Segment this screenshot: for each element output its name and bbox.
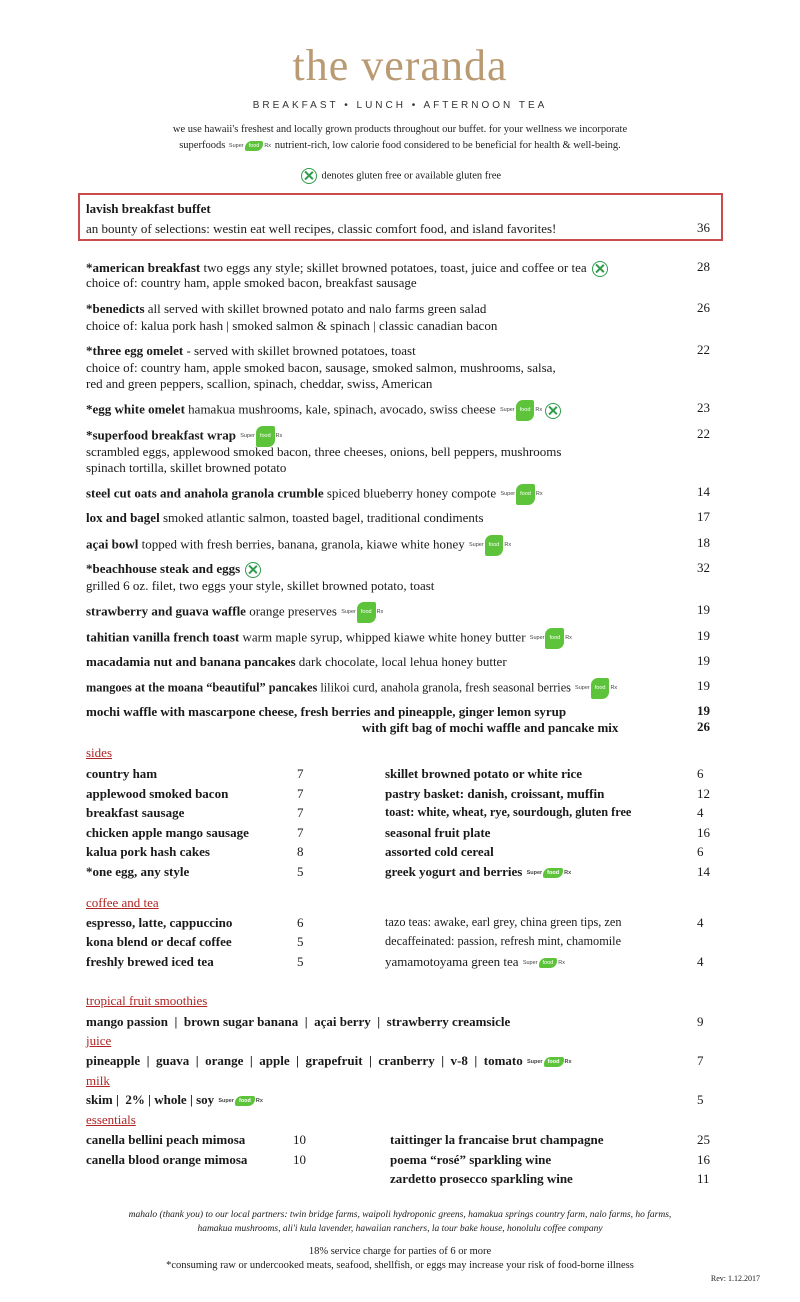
essential-item: canella bellini peach mimosa [86, 1132, 246, 1147]
side-price: 12 [697, 786, 710, 801]
revision-label: Rev: 1.12.2017 [710, 1274, 760, 1283]
menu-item-price: 26 [697, 300, 710, 315]
section-heading-coffee: coffee and tea [86, 895, 159, 910]
gluten-free-icon [545, 403, 561, 419]
menu-item-line: choice of: country ham, apple smoked bacon, breakfast sausage [86, 275, 417, 290]
coffee-item: freshly brewed iced tea [86, 954, 214, 969]
menu-item-price: 17 [697, 509, 710, 524]
menu-item: tahitian vanilla french toast warm maple syrup, whipped kiawe white honey butter Super food Rx [86, 628, 718, 649]
menu-item-price: 23 [697, 400, 710, 415]
essential-price: 10 [293, 1152, 306, 1167]
superfood-badge-icon: Super food Rx [500, 484, 542, 505]
buffet-price: 36 [697, 220, 710, 235]
superfood-badge-icon: Super food Rx [522, 960, 565, 967]
menu-item-line: spinach tortilla, skillet browned potato [86, 460, 287, 475]
superfood-badge-icon: Super food Rx [228, 142, 272, 149]
side-item: kalua pork hash cakes [86, 844, 210, 859]
essential-price: 25 [697, 1132, 710, 1147]
essential-item: poema “rosé” sparkling wine [390, 1152, 552, 1167]
menu-item-price: 19 [697, 703, 710, 718]
superfood-badge-icon: Super food Rx [530, 628, 572, 649]
juice-list: pineapple | guava | orange | apple | grapefruit | cranberry | v-8 | tomato Super food Rx [86, 1053, 572, 1068]
side-price: 7 [297, 825, 304, 840]
essential-price: 16 [697, 1152, 710, 1167]
partners-note: mahalo (thank you) to our local partners: twin bridge farms, waipoli hydroponic greens, hamakua springs country farm, nalo farms, ho farms, hamakua mushrooms, ali'i kula lavender, hawaiian ranchers, la tour bake house, honolulu coffee company [128, 1210, 672, 1234]
side-item: chicken apple mango sausage [86, 825, 249, 840]
coffee-price: 6 [297, 915, 304, 930]
side-price: 8 [297, 844, 304, 859]
coffee-item: kona blend or decaf coffee [86, 934, 232, 949]
tea-price: 4 [697, 915, 704, 930]
food-safety-warning: *consuming raw or undercooked meats, seafood, shellfish, or eggs may increase your risk of food-borne illness [166, 1260, 634, 1271]
side-item: greek yogurt and berries Super food Rx [385, 864, 572, 879]
menu-item: mochi waffle with mascarpone cheese, fresh berries and pineapple, ginger lemon syrup [86, 704, 567, 719]
side-item: *one egg, any style [86, 864, 190, 879]
side-item: assorted cold cereal [385, 844, 494, 859]
coffee-price: 5 [297, 934, 304, 949]
smoothie-list: mango passion | brown sugar banana | açai berry | strawberry creamsicle [86, 1014, 511, 1029]
superfood-badge-icon: Super food Rx [526, 1059, 572, 1066]
essential-item: canella blood orange mimosa [86, 1152, 248, 1167]
menu-item-price: 19 [697, 678, 710, 693]
superfood-badge-icon: Super food Rx [469, 535, 511, 556]
menu-item-price: 14 [697, 484, 710, 499]
menu-item: *superfood breakfast wrap Super food Rx [86, 426, 718, 447]
tea-item: yamamotoyama green tea Super food Rx [385, 954, 565, 969]
milk-price: 5 [697, 1092, 704, 1107]
side-item: pastry basket: danish, croissant, muffin [385, 786, 605, 801]
superfood-badge-icon: Super food Rx [341, 602, 383, 623]
buffet-name: lavish breakfast buffet [86, 201, 211, 216]
side-price: 7 [297, 766, 304, 781]
gluten-free-icon [245, 562, 261, 578]
menu-item: *egg white omelet hamakua mushrooms, kale, spinach, avocado, swiss cheese Super food Rx [86, 400, 718, 421]
superfood-badge-icon: Super food Rx [575, 678, 617, 699]
buffet-desc: an bounty of selections: westin eat well recipes, classic comfort food, and island favorites! [86, 221, 557, 236]
superfood-badge-icon: Super food Rx [218, 1098, 263, 1105]
side-price: 16 [697, 825, 710, 840]
section-heading-sides: sides [86, 745, 112, 760]
menu-item: lox and bagel smoked atlantic salmon, toasted bagel, traditional condiments [86, 510, 484, 525]
side-item: applewood smoked bacon [86, 786, 229, 801]
menu-subtitle: BREAKFAST • LUNCH • AFTERNOON TEA [252, 100, 548, 111]
tea-price: 4 [697, 954, 704, 969]
side-item: skillet browned potato or white rice [385, 766, 583, 781]
milk-list: skim | 2% | whole | soy Super food Rx [86, 1092, 263, 1107]
menu-item-line: scrambled eggs, applewood smoked bacon, three cheeses, onions, bell peppers, mushrooms [86, 444, 562, 459]
menu-item-line: choice of: kalua pork hash | smoked salmon & spinach | classic canadian bacon [86, 318, 498, 333]
menu-item-price: 22 [697, 342, 710, 357]
side-price: 7 [297, 786, 304, 801]
menu-item-price: 32 [697, 560, 710, 575]
essential-item: zardetto prosecco sparkling wine [390, 1171, 573, 1186]
menu-item-price: 19 [697, 653, 710, 668]
coffee-price: 5 [297, 954, 304, 969]
superfood-badge-icon: Super food Rx [240, 426, 282, 447]
service-charge-note: 18% service charge for parties of 6 or more [308, 1246, 492, 1257]
menu-item: *benedicts all served with skillet browned potato and nalo farms green salad [86, 301, 487, 316]
intro-text: we use hawaii's freshest and locally grown products throughout our buffet. for your wellness we incorporate [172, 124, 628, 135]
side-price: 4 [697, 805, 704, 820]
section-heading-juice: juice [86, 1033, 112, 1048]
menu-item: açai bowl topped with fresh berries, banana, granola, kiawe white honey Super food Rx [86, 535, 718, 556]
side-price: 6 [697, 844, 704, 859]
menu-item-price: 28 [697, 259, 710, 274]
menu-item-price: 19 [697, 602, 710, 617]
tea-item: tazo teas: awake, earl grey, china green tips, zen [385, 915, 622, 929]
menu-item: *beachhouse steak and eggs [86, 560, 718, 578]
menu-item-line: grilled 6 oz. filet, two eggs your style, skillet browned potato, toast [86, 578, 435, 593]
menu-item-price: 19 [697, 628, 710, 643]
side-price: 5 [297, 864, 304, 879]
side-item: breakfast sausage [86, 805, 185, 820]
menu-item: strawberry and guava waffle orange preserves Super food Rx [86, 602, 718, 623]
menu-item: *three egg omelet - served with skillet browned potatoes, toast [86, 343, 416, 358]
side-price: 14 [697, 864, 710, 879]
section-heading-essentials: essentials [86, 1112, 136, 1127]
smoothie-price: 9 [697, 1014, 704, 1029]
essential-price: 11 [697, 1171, 710, 1186]
menu-item: mangoes at the moana “beautiful” pancakes lilikoi curd, anahola granola, fresh seasonal berries Super food Rx [86, 678, 718, 699]
menu-title: the veranda [292, 41, 508, 90]
coffee-item: espresso, latte, cappuccino [86, 915, 233, 930]
menu-item-price-2: 26 [697, 719, 710, 734]
essential-price: 10 [293, 1132, 306, 1147]
section-heading-milk: milk [86, 1073, 110, 1088]
side-item: country ham [86, 766, 158, 781]
menu-item: *american breakfast two eggs any style; skillet browned potatoes, toast, juice and coffee or tea [86, 259, 718, 277]
superfood-badge-icon: Super food Rx [500, 400, 542, 421]
menu-item: steel cut oats and anahola granola crumble spiced blueberry honey compote Super food Rx [86, 484, 718, 505]
side-item: seasonal fruit plate [385, 825, 491, 840]
intro-text-superfoods: superfoods Super food Rx nutrient-rich, low calorie food considered to be beneficial for health & well-being. [179, 140, 621, 151]
side-item: toast: white, wheat, rye, sourdough, gluten free [385, 805, 632, 819]
menu-item: macadamia nut and banana pancakes dark chocolate, local lehua honey butter [86, 654, 507, 669]
section-heading-smoothies: tropical fruit smoothies [86, 993, 208, 1008]
juice-price: 7 [697, 1053, 704, 1068]
side-price: 7 [297, 805, 304, 820]
menu-item-line: red and green peppers, scallion, spinach, cheddar, swiss, American [86, 376, 433, 391]
menu-item-line: with gift bag of mochi waffle and pancake mix [362, 720, 619, 735]
menu-item-line: choice of: country ham, apple smoked bacon, sausage, smoked salmon, mushrooms, salsa, [86, 360, 556, 375]
gluten-free-note: denotes gluten free or available gluten free [0, 168, 800, 184]
side-price: 6 [697, 766, 704, 781]
tea-item: decaffeinated: passion, refresh mint, chamomile [385, 934, 622, 948]
superfood-badge-icon: Super food Rx [526, 870, 572, 877]
essential-item: taittinger la francaise brut champagne [390, 1132, 604, 1147]
menu-item-price: 18 [697, 535, 710, 550]
menu-item-price: 22 [697, 426, 710, 441]
gluten-free-icon [301, 168, 317, 184]
